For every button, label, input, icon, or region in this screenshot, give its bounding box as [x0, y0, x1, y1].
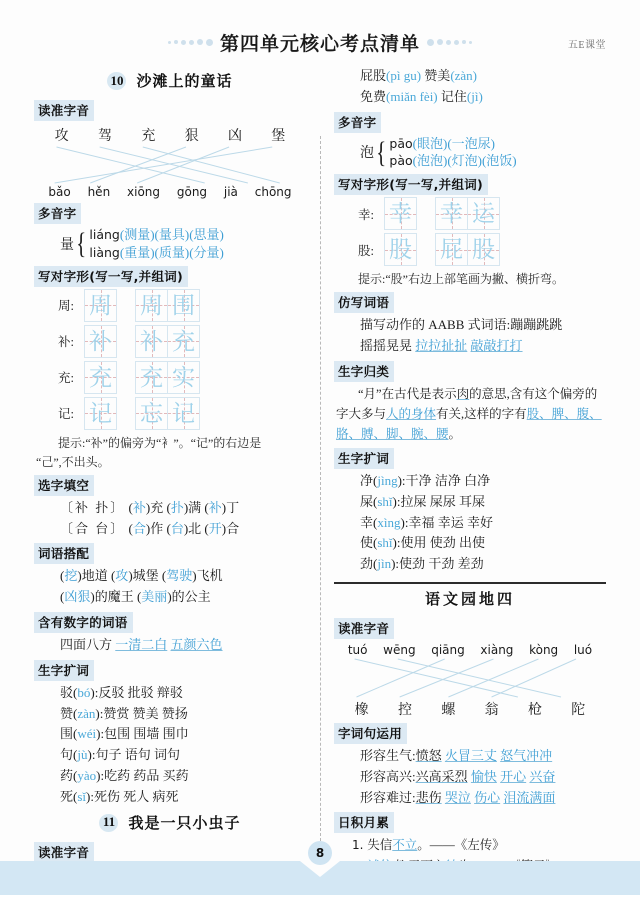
expand-pinyin: shǐ	[377, 535, 393, 551]
expand-word: 使劲	[429, 535, 456, 551]
polyphone-reading-2: liàng(重量)(质量)(分量)	[89, 244, 224, 260]
expand-pinyin: yào	[77, 767, 97, 783]
expand-char: 净	[360, 472, 374, 488]
expand-word: 幸福	[408, 514, 435, 530]
expand-word-row: 围(wéi):包围 围墙 围巾	[60, 726, 189, 742]
usage-list	[334, 746, 606, 808]
collocation-item: (驾驶)飞机	[161, 568, 223, 584]
expand-word: 病死	[152, 788, 179, 804]
choose-item: (台)北	[166, 520, 202, 536]
expand-word-list-left	[34, 683, 306, 808]
grid-char: 运	[472, 201, 495, 227]
number-word: 一清二白	[115, 636, 168, 652]
choose-answer: 合	[132, 520, 146, 536]
classify-text: “月”在古代是表示	[358, 386, 457, 401]
grid-word-cells	[135, 397, 199, 430]
classify-highlight: 股、脾、腹、胳、膊、脚、腕、腰	[336, 406, 602, 441]
matching-item: 控	[397, 702, 412, 718]
choose-fill-row	[34, 498, 306, 519]
matching-item: 枪	[527, 702, 542, 718]
expand-char: 幸	[360, 514, 374, 530]
grid-char: 股	[389, 237, 412, 263]
choose-item: (扑)满	[166, 499, 202, 515]
usage-row	[334, 788, 606, 809]
expand-char: 药	[60, 767, 74, 783]
grid-word-cells	[435, 197, 499, 230]
imitate-row-2	[334, 336, 606, 357]
expand-word: 围巾	[162, 726, 189, 742]
page-title: 第四单元核心考点清单	[219, 33, 420, 55]
matching-item: 橡	[354, 702, 369, 718]
pronounce-pinyin: (miǎn fèi)	[386, 88, 438, 104]
expand-word: 词句	[153, 747, 180, 763]
section-label-expand-right: 生字扩词	[334, 448, 394, 469]
expand-word-row: 驳(bó):反驳 批驳 辩驳	[60, 684, 183, 700]
expand-char: 驳	[60, 684, 74, 700]
matching-item: xiōng	[127, 185, 161, 199]
usage-row	[334, 746, 606, 767]
expand-pinyin: sǐ	[77, 788, 87, 804]
matching-item: 堡	[271, 129, 286, 144]
expand-word: 赞赏	[103, 705, 130, 721]
expand-word-row: 净(jìng):干净 洁净 白净	[360, 472, 491, 488]
collocation-answer: 凶狠	[64, 589, 91, 605]
expand-word: 药品	[133, 767, 160, 783]
choose-answer: 台	[170, 520, 184, 536]
pronounce-word: 免费	[360, 88, 387, 104]
section-label-write-chars: 写对字形(写一写,并组词)	[34, 266, 188, 287]
polyphone-reading-1: liáng(测量)(量具)(思量)	[89, 227, 224, 242]
number-word: 四面八方	[60, 636, 113, 652]
grid-word-cells	[135, 289, 199, 322]
content-columns	[0, 62, 640, 898]
collocation-row-1	[34, 566, 306, 587]
grid-cell	[135, 325, 168, 358]
usage-word: 哭泣	[444, 789, 471, 805]
expand-word: 围墙	[133, 726, 160, 742]
grid-word-cells	[135, 325, 199, 358]
expand-word-row: 使(shǐ):使用 使劲 出使	[360, 535, 486, 551]
usage-row	[334, 767, 606, 788]
expand-word: 干劲	[428, 556, 455, 572]
matching-item: qiāng	[431, 642, 465, 657]
expand-word: 语句	[124, 747, 151, 763]
matching-item: 陀	[571, 702, 586, 718]
matching-item: jià	[223, 185, 238, 199]
polyphone-char-right: 泡	[360, 146, 374, 162]
grid-word-cells	[435, 233, 499, 266]
choose-fill-row	[34, 519, 306, 540]
character-grid-row	[34, 361, 306, 394]
grid-char: 补	[140, 328, 163, 354]
expand-word: 洁净	[434, 472, 461, 488]
choose-answer: 补	[208, 499, 222, 515]
section-label-pronounce: 读准字音	[34, 100, 94, 121]
lesson-heading-10	[34, 70, 306, 91]
brace-icon-right: {	[376, 135, 387, 169]
pronounce-word: 记住	[440, 88, 467, 104]
section-label-choose-fill: 选字填空	[34, 475, 94, 496]
pronounce-pinyin: (zàn)	[450, 68, 478, 83]
matching-bottom-row	[34, 185, 306, 199]
grid-char: 周	[140, 292, 163, 318]
expand-word: 赞扬	[161, 705, 188, 721]
expand-word: 死人	[123, 788, 150, 804]
grid-char: 周	[89, 292, 112, 318]
matching-item: luó	[573, 642, 593, 657]
number-word: 五颜六色	[170, 636, 223, 652]
grid-row-label: 周:	[58, 299, 74, 314]
expand-char: 围	[60, 726, 74, 742]
expand-word-list-right	[334, 471, 606, 575]
grid-char: 充	[172, 328, 195, 354]
left-column	[26, 66, 320, 898]
expand-word: 差劲	[457, 556, 484, 572]
usage-word: 开心	[500, 768, 527, 784]
right-column	[320, 66, 614, 898]
lesson-number-2: 11	[99, 813, 118, 832]
section-label-usage: 字词句运用	[334, 723, 407, 744]
expand-word-row: 药(yào):吃药 药品 买药	[60, 767, 189, 783]
quote-highlight: 不立	[392, 838, 418, 853]
grid-cell	[135, 397, 168, 430]
header-dots-left	[168, 39, 213, 46]
classify-paragraph	[334, 384, 606, 444]
usage-word: 伤心	[474, 789, 501, 805]
polyphone-group-pao	[334, 135, 606, 171]
matching-item: 凶	[227, 129, 242, 144]
expand-word: 辩驳	[156, 684, 183, 700]
pronounce-pinyin: (jì)	[466, 88, 483, 104]
grid-word-cells	[135, 361, 199, 394]
matching-item: 攻	[54, 129, 69, 144]
matching-lines-1	[34, 145, 306, 185]
collocation-row-2	[34, 587, 306, 608]
classify-highlight: 肉	[456, 386, 470, 401]
section-label-pronounce-garden: 读准字音	[334, 618, 394, 639]
choose-answer: 开	[208, 520, 222, 536]
classify-text: 的意思,含有这个偏旁的字大多与	[336, 386, 598, 421]
choose-bracket-set: 〔补 扑〕	[60, 499, 126, 515]
collocation-answer: 挖	[64, 568, 78, 584]
usage-word: 愤怒	[415, 747, 442, 763]
character-grid-row	[334, 233, 606, 266]
section-label-pronounce-2: 读准字音	[34, 842, 94, 863]
expand-char: 赞	[60, 705, 74, 721]
matching-item: 翁	[484, 702, 499, 718]
pronounce-row-top-2	[334, 87, 606, 108]
usage-word: 泪流满面	[503, 789, 556, 805]
grid-cell	[167, 289, 200, 322]
expand-char: 句	[60, 747, 74, 763]
expand-word: 使劲	[399, 556, 426, 572]
grid-cell	[435, 197, 468, 230]
expand-pinyin: shǐ	[377, 493, 393, 509]
imitate-word: 拉拉扯扯	[415, 338, 468, 354]
matching-top-row-2	[334, 643, 606, 657]
usage-word: 怒气冲冲	[500, 747, 553, 763]
grid-char: 幸	[389, 201, 412, 227]
grid-row-label: 充:	[58, 371, 74, 386]
expand-word: 白净	[464, 472, 491, 488]
grid-cell	[384, 233, 417, 266]
section-label-write-chars-right: 写对字形(写一写,并组词)	[334, 174, 488, 195]
section-label-collocation: 词语搭配	[34, 543, 94, 564]
expand-char: 死	[60, 788, 74, 804]
classify-highlight: 人的身体	[386, 406, 437, 421]
expand-word-row: 劲(jìn):使劲 干劲 差劲	[360, 556, 484, 572]
collocation-answer: 驾驶	[166, 568, 193, 584]
expand-pinyin: zàn	[77, 705, 96, 721]
grid-char: 记	[89, 400, 112, 426]
expand-word-row: 幸(xìng):幸福 幸运 幸好	[360, 514, 493, 530]
lesson-name: 沙滩上的童话	[136, 74, 233, 90]
grid-single-cell	[84, 289, 116, 322]
expand-word: 幸好	[466, 514, 493, 530]
grid-cell	[167, 325, 200, 358]
hint-text-right: 提示:“股”右边上部笔画为撇、横折弯。	[358, 272, 564, 287]
character-grid-row	[34, 289, 306, 322]
expand-word-row: 屎(shǐ):拉屎 屎尿 耳屎	[360, 493, 486, 509]
matching-item: 充	[141, 129, 156, 144]
character-grid-list-right	[334, 197, 606, 266]
brand-label: 五E课堂	[567, 40, 606, 51]
matching-item: gōng	[176, 185, 208, 199]
grid-cell	[84, 289, 117, 322]
expand-word: 使用	[400, 535, 427, 551]
pronounce-word: 屁股	[360, 68, 387, 83]
expand-word: 死伤	[93, 788, 120, 804]
garden-heading: 语文园地四	[334, 582, 606, 609]
classify-text: 。	[448, 426, 462, 441]
expand-pinyin: wéi	[77, 726, 97, 742]
grid-cell	[167, 361, 200, 394]
grid-single-cell	[84, 397, 116, 430]
collocation-item: (挖)地道	[60, 568, 108, 584]
collocation-answer: 攻	[115, 568, 129, 584]
expand-word: 反驳	[98, 684, 125, 700]
collocation-item: (美丽)的公主	[136, 589, 211, 605]
usage-label: 形容高兴:	[360, 768, 416, 784]
page-footer	[0, 837, 640, 895]
section-label-number-words: 含有数字的词语	[34, 612, 133, 633]
lesson-number: 10	[107, 71, 126, 90]
character-grid-row	[34, 397, 306, 430]
matching-exercise-2[interactable]	[334, 641, 606, 719]
collocation-answer: 美丽	[141, 589, 168, 605]
polyphone-char: 量	[60, 237, 74, 253]
matching-item: hěn	[87, 185, 111, 199]
quote-text: 失信	[367, 838, 393, 853]
hint-text-line2: “己”,不出头。	[36, 454, 110, 469]
section-label-polyphone-right: 多音字	[334, 112, 381, 133]
expand-word: 句子	[95, 747, 122, 763]
expand-char: 使	[360, 535, 374, 551]
grid-cell	[435, 233, 468, 266]
grid-single-cell	[84, 361, 116, 394]
grid-char: 屁	[440, 237, 463, 263]
grid-cell	[84, 325, 117, 358]
imitate-row-1: 描写动作的 AABB 式词语:蹦蹦跳跳	[360, 317, 563, 333]
usage-word: 火冒三丈	[444, 747, 497, 763]
pronounce-pinyin: (pì gu)	[386, 68, 422, 83]
grid-cell	[167, 397, 200, 430]
page-header	[0, 0, 640, 62]
grid-cell	[84, 361, 117, 394]
expand-word-row: 死(sǐ):死伤 死人 病死	[60, 788, 179, 804]
collocation-item: (凶狠)的魔王	[60, 589, 134, 605]
usage-word: 悲伤	[415, 789, 442, 805]
expand-word: 屎尿	[429, 493, 456, 509]
expand-word: 吃药	[104, 767, 131, 783]
grid-row-label: 记:	[58, 407, 74, 422]
pronounce-row-top-1	[334, 66, 606, 87]
section-label-classify: 生字归类	[334, 361, 394, 382]
expand-word: 拉屎	[400, 493, 427, 509]
expand-pinyin: bó	[77, 684, 91, 700]
choose-item: (补)丁	[204, 499, 240, 515]
grid-char: 补	[89, 328, 112, 354]
usage-word: 兴奋	[529, 768, 556, 784]
section-label-expand-left: 生字扩词	[34, 660, 94, 681]
expand-word: 赞美	[132, 705, 159, 721]
expand-word-row: 赞(zàn):赞赏 赞美 赞扬	[60, 705, 188, 721]
polyphone-reading-right-2: pào(泡泡)(灯泡)(泡饭)	[389, 153, 517, 169]
grid-cell	[84, 397, 117, 430]
grid-cell	[384, 197, 417, 230]
page-number-badge: 8	[308, 841, 332, 865]
choose-item: (补)充	[128, 499, 164, 515]
section-label-daily: 日积月累	[334, 812, 394, 833]
expand-word: 包围	[104, 726, 131, 742]
lesson-heading-11	[34, 812, 306, 833]
imitate-word: 摇摇晃晃	[360, 338, 413, 354]
expand-char: 屎	[360, 493, 374, 509]
matching-item: kòng	[529, 642, 559, 657]
matching-lines-2	[334, 657, 606, 699]
pronounce-word: 赞美	[424, 68, 451, 83]
matching-bottom-row-2	[334, 699, 606, 719]
grid-char: 幸	[440, 201, 463, 227]
choose-bracket-set: 〔合 台〕	[60, 520, 126, 536]
grid-cell	[135, 289, 168, 322]
collocation-item: (攻)城堡	[110, 568, 159, 584]
choose-item: (开)合	[204, 520, 240, 536]
polyphone-group-liang	[34, 226, 306, 262]
expand-word: 干净	[405, 472, 432, 488]
grid-single-cell	[384, 233, 416, 266]
usage-word: 兴高采烈	[415, 768, 468, 784]
choose-fill-list[interactable]	[34, 498, 306, 540]
expand-pinyin: jìn	[377, 556, 392, 572]
expand-char: 劲	[360, 556, 374, 572]
usage-label: 形容生气:	[360, 747, 416, 763]
matching-item: bǎo	[48, 185, 71, 199]
expand-word: 买药	[162, 767, 189, 783]
expand-word: 出使	[459, 535, 486, 551]
matching-item: xiàng	[480, 642, 514, 657]
matching-item: tuó	[347, 642, 368, 657]
choose-answer: 补	[132, 499, 146, 515]
matching-item: 驾	[97, 129, 112, 144]
grid-row-label: 股:	[358, 243, 374, 258]
expand-pinyin: jù	[77, 747, 88, 763]
expand-pinyin: jìng	[377, 472, 398, 488]
choose-item: (合)作	[128, 520, 164, 536]
character-grid-row	[334, 197, 606, 230]
choose-answer: 扑	[170, 499, 184, 515]
usage-word: 愉快	[470, 768, 497, 784]
quote-text: 。——《左传》	[417, 838, 505, 853]
grid-char: 充	[140, 364, 163, 390]
grid-char: 忘	[140, 400, 163, 426]
header-dots-right	[427, 39, 472, 46]
grid-cell	[467, 233, 500, 266]
matching-exercise-1[interactable]	[34, 123, 306, 199]
expand-pinyin: xìng	[377, 514, 401, 530]
expand-word-row: 句(jù):句子 语句 词句	[60, 747, 180, 763]
quote-number: 1.	[352, 838, 368, 853]
grid-cell	[467, 197, 500, 230]
section-label-polyphone: 多音字	[34, 203, 81, 224]
classify-text: 有关,这样的字有	[436, 406, 527, 421]
number-words-row	[34, 635, 306, 656]
grid-row-label: 补:	[58, 335, 74, 350]
matching-item: wēng	[383, 642, 416, 657]
lesson-name-2: 我是一只小虫子	[128, 815, 241, 832]
expand-word: 批驳	[127, 684, 154, 700]
grid-char: 股	[472, 237, 495, 263]
grid-single-cell	[384, 197, 416, 230]
grid-row-label: 幸:	[358, 207, 374, 222]
grid-cell	[135, 361, 168, 394]
grid-char: 充	[89, 364, 112, 390]
polyphone-reading-right-1: pāo(眼泡)(一泡尿)	[389, 135, 495, 151]
matching-item: 螺	[441, 702, 456, 718]
character-grid-list	[34, 289, 306, 430]
grid-single-cell	[84, 325, 116, 358]
matching-top-row	[34, 125, 306, 145]
grid-char: 实	[172, 364, 195, 390]
matching-item: 狠	[184, 129, 199, 144]
imitate-word: 敲敲打打	[470, 338, 523, 354]
usage-label: 形容难过:	[360, 789, 416, 805]
grid-char: 记	[172, 400, 195, 426]
brace-icon: {	[76, 227, 87, 261]
hint-text-line1: 提示:“补”的偏旁为“衤”。“记”的右边是	[58, 435, 262, 450]
grid-char: 围	[172, 292, 195, 318]
expand-word: 幸运	[437, 514, 464, 530]
expand-word: 耳屎	[459, 493, 486, 509]
matching-item: chōng	[254, 185, 292, 199]
character-grid-row	[34, 325, 306, 358]
section-label-imitate: 仿写词语	[334, 292, 394, 313]
